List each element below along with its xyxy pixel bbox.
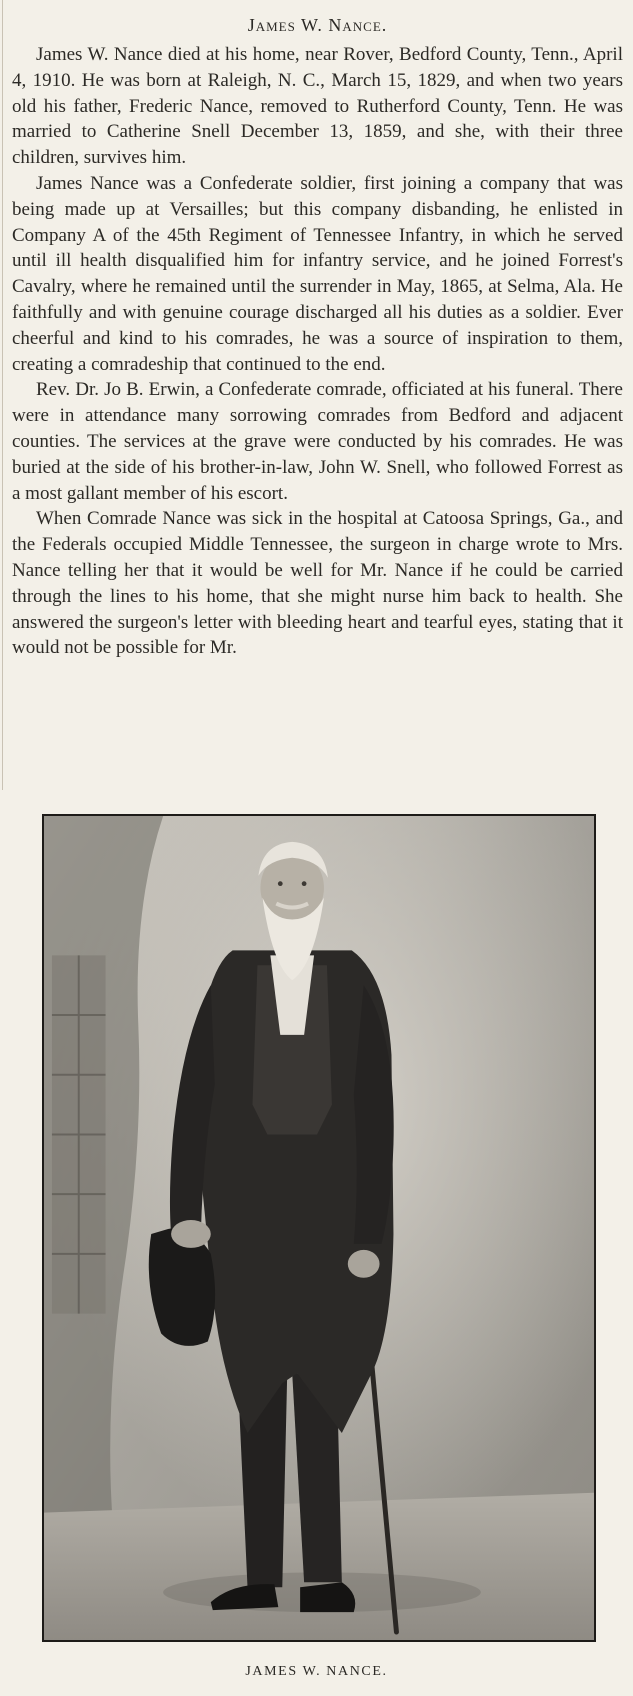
portrait-photo xyxy=(44,816,594,1640)
photo-left-hand xyxy=(171,1220,211,1248)
portrait-photo-frame xyxy=(42,814,596,1642)
photo-right-hand xyxy=(348,1250,380,1278)
article-paragraph-3: Rev. Dr. Jo B. Erwin, a Confederate comrade, officiated at his funeral. There were in attendance many sorrowing comrades from Bedford and adjacent counties. The services at the grave were conducted by his comrades. He was buried at the side of his brother-in-law, John W. Snell, who followed Forrest as a most gallant member of his escort. xyxy=(12,379,623,504)
article-paragraph-1: James W. Nance died at his home, near Rover, Bedford County, Tenn., April 4, 1910. He was born at Raleigh, N. C., March 15, 1829, and when two years old his father, Frederic Nance, removed to Rutherford County, Tenn. He was married to Catherine Snell December 13, 1859, and she, with their three children, survives him. xyxy=(12,44,623,169)
article-body xyxy=(12,42,623,661)
article-heading: James W. Nance. xyxy=(247,15,388,35)
left-margin-rule xyxy=(2,0,3,790)
photo-caption: JAMES W. NANCE. xyxy=(245,1664,388,1679)
photo-right-shoe xyxy=(300,1582,355,1612)
article-paragraph-4: When Comrade Nance was sick in the hospital at Catoosa Springs, Ga., and the Federals occupied Middle Tennessee, the surgeon in charge wrote to Mrs. Nance telling her that it would be well for Mr. Nance if he could be carried through the lines to his home, that she might nurse him back to health. She answered the surgeon's letter with bleeding heart and tearful eyes, stating that it would not be possible for Mr. xyxy=(12,508,623,659)
article-paragraph-2: James Nance was a Confederate soldier, first joining a company that was being made up at Versailles; but this company disbanding, he enlisted in Company A of the 45th Regiment of Tennessee Infantry, in which he served until ill health disqualified him for infantry service, and he joined Forrest's Cavalry, where he remained until the surrender in May, 1865, at Selma, Ala. He faithfully and with genuine courage discharged all his duties as a soldier. Ever cheerful and kind to his comrades, he was a source of inspiration to them, creating a comradeship that continued to the end. xyxy=(12,172,623,375)
